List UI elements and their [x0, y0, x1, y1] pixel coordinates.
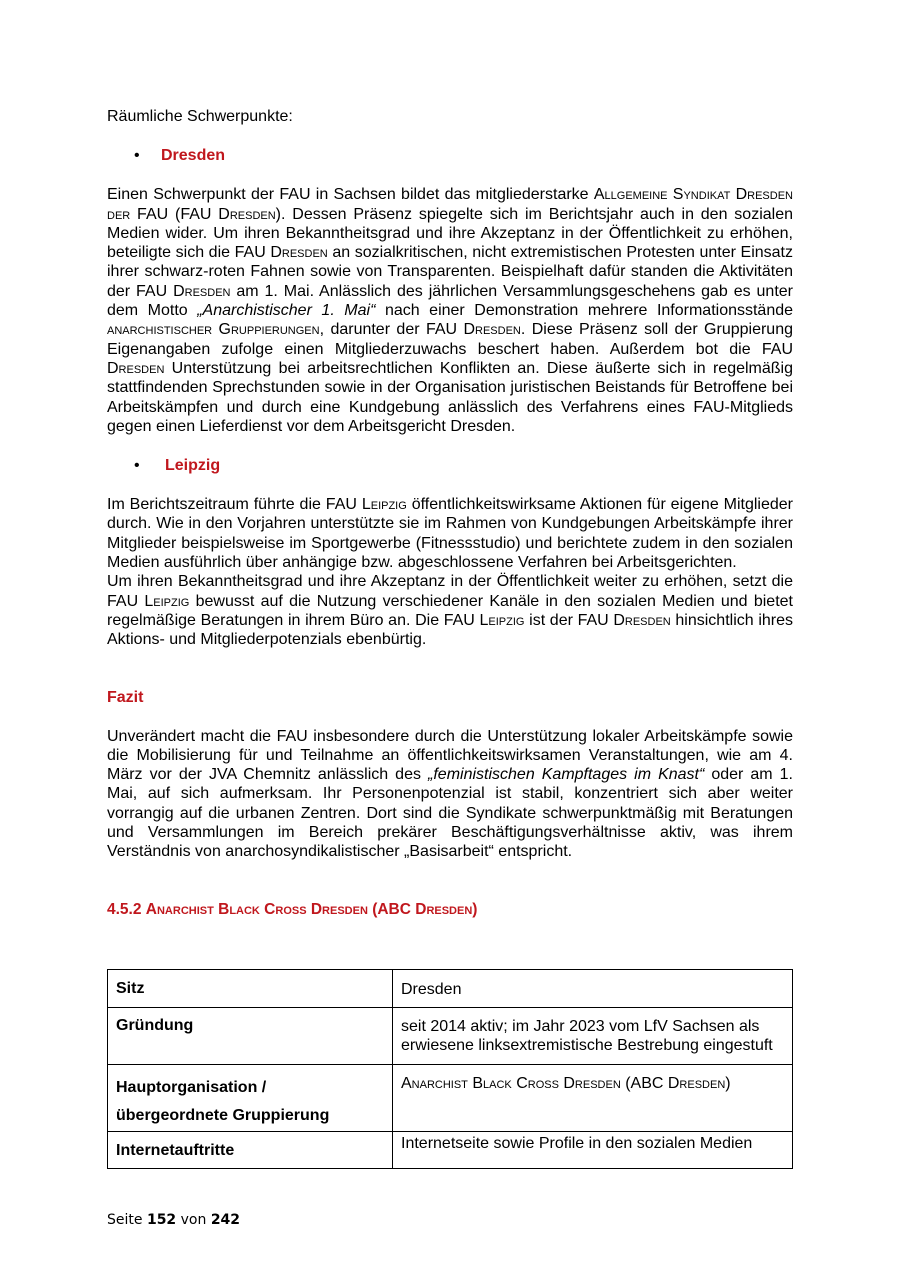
- paragraph-leipzig-1: Im Berichtszeitraum führte die FAU Leipzig öffentlichkeitswirksame Aktionen für eigene Mitglieder durch. Wie in den Vorjahren unterstützte sie im Rahmen von Kundgebungen Arbeitskämpfe ihrer Mitglieder beispielsweise im Sportgewerbe (Fitnessstudio) und berichtete zudem in den sozialen Medien ausführlich über anhängige bzw. abgeschlossene Verfahren bei Arbeitsgerichten.: [107, 496, 793, 572]
- paragraph-leipzig-2: Um ihren Bekanntheitsgrad und ihre Akzeptanz in der Öffentlichkeit weiter zu erhöhen, setzt die FAU Leipzig bewusst auf die Nutzung verschiedener Kanäle in den sozialen Medien und bietet regelmäßige Beratungen in ihrem Büro an. Die FAU Leipzig ist der FAU Dresden hinsichtlich ihres Aktions- und Mitgliederpotenzials ebenbürtig.: [107, 573, 793, 649]
- table-row: [108, 970, 793, 1008]
- heading-leipzig: • Leipzig: [134, 457, 221, 475]
- gruendung-value: seit 2014 aktiv; im Jahr 2023 vom LfV Sachsen als erwiesene linksextremistische Bestrebung eingestuft: [393, 1008, 793, 1065]
- heading-fazit: Fazit: [107, 688, 144, 706]
- hauptorganisation-value: Anarchist Black Cross Dresden (ABC Dresden): [393, 1065, 793, 1132]
- internet-value: Internetseite sowie Profile in den sozialen Medien: [393, 1132, 793, 1169]
- hauptorganisation-label: Hauptorganisation / übergeordnete Gruppierung: [108, 1065, 393, 1132]
- sitz-label: Sitz: [108, 970, 393, 1008]
- paragraph-dresden: Einen Schwerpunkt der FAU in Sachsen bildet das mitgliederstarke Allgemeine Syndikat Dresden der FAU (FAU Dresden). Dessen Präsenz spiegelte sich im Berichtsjahr auch in den sozialen Medien wider. Um ihren Bekanntheitsgrad und ihre Akzeptanz in der Öffentlichkeit zu erhöhen, beteiligte sich die FAU Dresden an sozialkritischen, nicht extremistischen Protesten unter Einsatz ihrer schwarz-roten Fahnen sowie von Transparenten. Beispielhaft dafür standen die Aktivitäten der FAU Dresden am 1. Mai. Anlässlich des jährlichen Versammlungsgeschehens gab es unter dem Motto „Anarchistischer 1. Mai“ nach einer Demonstration mehrere Informationsstände anarchistischer Gruppierungen, darunter der FAU Dresden. Diese Präsenz soll der Gruppierung Eigenangaben zufolge einen Mitgliederzuwachs beschert haben. Außerdem bot die FAU Dresden Unterstützung bei arbeitsrechtlichen Konflikten an. Diese äußerte sich in regelmäßig stattfindenden Sprechstunden sowie in der Organisation juristischen Beistands für Betroffene bei Arbeitskämpfen und durch eine Kundgebung anlässlich des Verfahrens eines FAU-Mitglieds gegen einen Lieferdienst vor dem Arbeitsgericht Dresden.: [107, 186, 794, 435]
- heading-dresden: • Dresden: [134, 147, 226, 165]
- sitz-value: Dresden: [393, 970, 793, 1008]
- organisation-info-table: [107, 969, 793, 1169]
- page-footer: Seite 152 von 242: [107, 1212, 241, 1228]
- page-content: [107, 107, 793, 919]
- bullet-icon: •: [134, 457, 140, 475]
- paragraph-fazit: Unverändert macht die FAU insbesondere durch die Unterstützung lokaler Arbeitskämpfe sowie die Mobilisierung für und Teilnahme an öffentlichkeitswirksamen Veranstaltungen, wie am 4. März vor der JVA Chemnitz anlässlich des „feministischen Kampftages im Knast“ oder am 1. Mai, auf sich aufmerksam. Ihr Personenpotenzial ist stabil, konzentriert sich aber weiter vorrangig auf die urbanen Zentren. Dort sind die Syndikate schwerpunktmäßig mit Beratungen und Versammlungen im Bereich prekärer Beschäftigungsverhältnisse aktiv, was ihrem Verständnis von anarchosyndikalistischer „Basisarbeit“ entspricht.: [107, 727, 793, 861]
- bullet-icon: •: [134, 147, 140, 165]
- intro-label: Räumliche Schwerpunkte:: [107, 108, 293, 125]
- table-row: [108, 1065, 793, 1132]
- gruendung-label: Gründung: [108, 1008, 393, 1065]
- table-row: [108, 1132, 793, 1169]
- section-heading: 4.5.2 Anarchist Black Cross Dresden (ABC Dresden): [107, 900, 478, 918]
- internet-label: Internetauftritte: [108, 1132, 393, 1169]
- table-row: [108, 1008, 793, 1065]
